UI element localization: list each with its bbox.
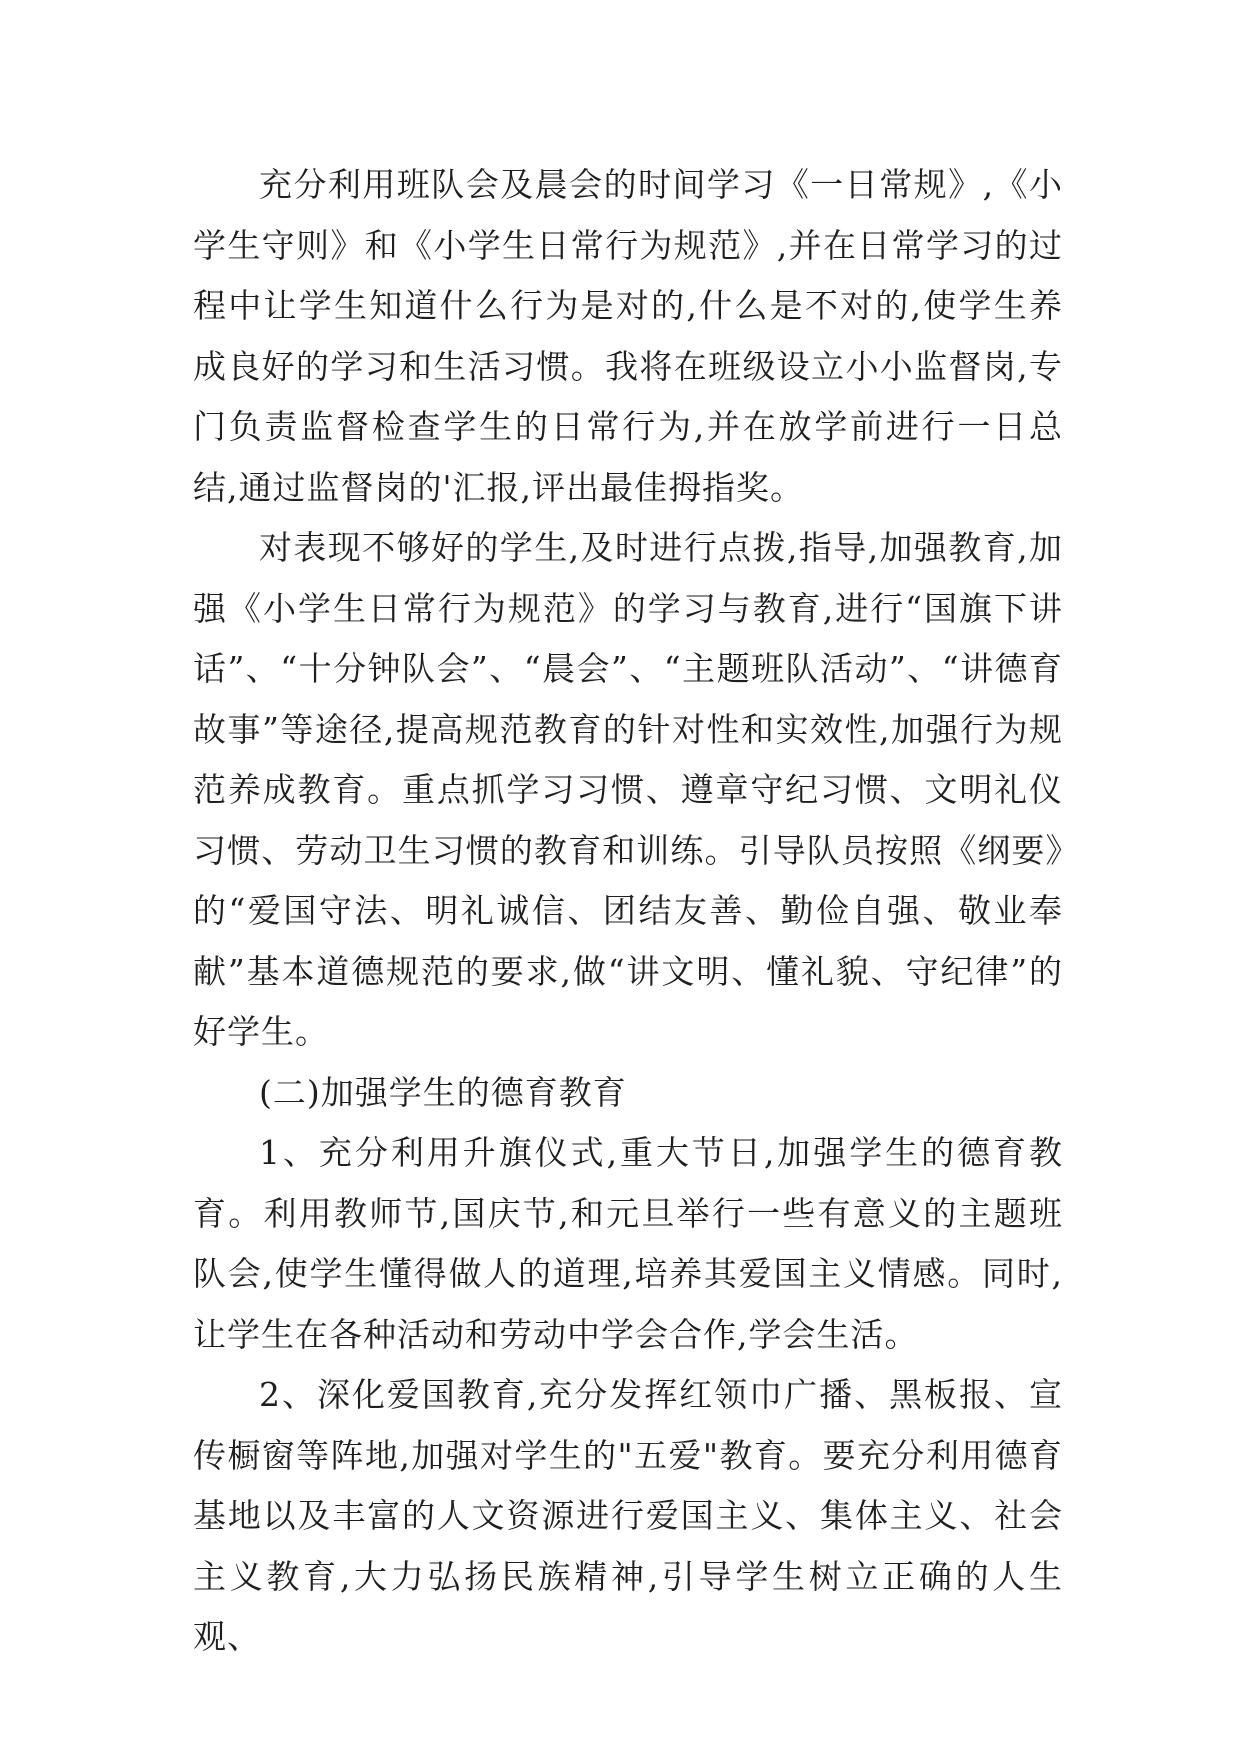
document-body	[193, 155, 1063, 1668]
section-heading-moral-education: (二)加强学生的德育教育	[259, 1072, 627, 1112]
paragraph-daily-rules: 充分利用班队会及晨会的时间学习《一日常规》,《小学生守则》和《小学生日常行为规范》,并在日常学习的过程中让学生知道什么行为是对的,什么是不对的,使学生养成良好的学习和生活习惯。我将在班级设立小小监督岗,专门负责监督检查学生的日常行为,并在放学前进行一日总结,通过监督岗的'汇报,评出最佳拇指奖。	[193, 165, 1063, 507]
paragraph-behavior-guidance: 对表现不够好的学生,及时进行点拨,指导,加强教育,加强《小学生日常行为规范》的学习与教育,进行“国旗下讲话”、“十分钟队会”、“晨会”、“主题班队活动”、“讲德育故事”等途径,提高规范教育的针对性和实效性,加强行为规范养成教育。重点抓学习习惯、遵章守纪习惯、文明礼仪习惯、劳动卫生习惯的教育和训练。引导队员按照《纲要》的“爱国守法、明礼诚信、团结友善、勤俭自强、敬业奉献”基本道德规范的要求,做“讲文明、懂礼貌、守纪律”的好学生。	[193, 528, 1063, 1051]
paragraph-flag-ceremony: 1、充分利用升旗仪式,重大节日,加强学生的德育教育。利用教师节,国庆节,和元旦举行一些有意义的主题班队会,使学生懂得做人的道理,培养其爱国主义情感。同时,让学生在各种活动和劳动中学会合作,学会生活。	[193, 1133, 1063, 1354]
paragraph-patriotic-education: 2、深化爱国教育,充分发挥红领巾广播、黑板报、宣传橱窗等阵地,加强对学生的"五爱"教育。要充分利用德育基地以及丰富的人文资源进行爱国主义、集体主义、社会主义教育,大力弘扬民族精神,引导学生树立正确的人生观、	[193, 1375, 1063, 1656]
